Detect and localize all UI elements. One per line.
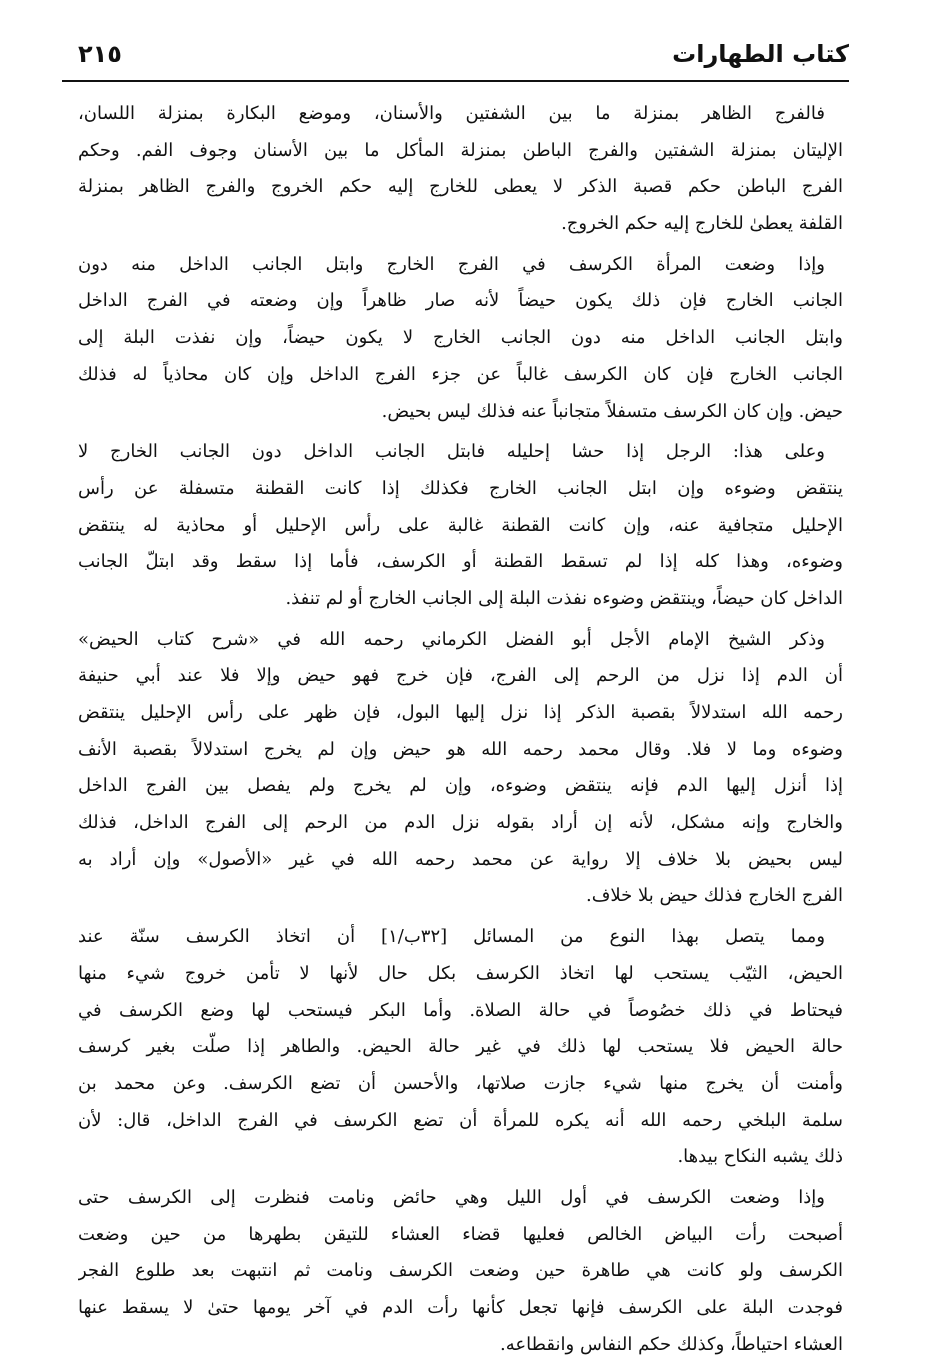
paragraph	[78, 247, 843, 430]
text-line: ليس بحيض بلا خلاف إلا رواية عن محمد رحمه الله في غير «الأصول» وإن أراد به	[78, 848, 843, 870]
text-line: حيض. وإن كان الكرسف متسفلاً متجانباً عنه فذلك ليس بحيض.	[381, 400, 843, 422]
text-line: الجانب الخارج فإن ذلك يكون حيضاً لأنه صار ظاهراً وإن وضعته في الفرج الداخل	[78, 290, 843, 312]
text-line: ينتقض وضوءه وإن ابتل الجانب الخارج فكذلك إذا كانت القطنة متسفلة عن رأس	[78, 477, 843, 499]
text-line: الكرسف ولو كانت هي طاهرة حين وضعت الكرسف ونامت ثم انتبهت بعد طلوع الفجر	[78, 1260, 843, 1282]
running-title: كتاب الطهارات	[672, 40, 849, 68]
text-line: الداخل كان حيضاً، وينتقض وضوءه نفذت البلة إلى الجانب الخارج أو لم تنفذ.	[285, 587, 843, 609]
text-line: الفرج الخارج فذلك حيض بلا خلاف.	[586, 885, 843, 907]
text-line: الجانب الخارج فإن كان الكرسف غالباً عن جزء الفرج الداخل وإن كان محاذياً له فذلك	[78, 363, 843, 385]
text-line: أن الدم إذا نزل من الرحم إلى الفرج، فإن خرج فهو حيض وإلا فلا عند أبي حنيفة	[78, 665, 843, 687]
paragraph	[78, 96, 843, 243]
page-header	[62, 38, 849, 82]
text-line: ذلك يشبه النكاح بيدها.	[677, 1146, 843, 1168]
text-line: وذكر الشيخ الإمام الأجل أبو الفضل الكرماني رحمه الله في «شرح كتاب الحيض»	[78, 628, 825, 650]
text-line: الإحليل متجافية عنه، وإن كانت القطنة غالبة على رأس الإحليل أو محاذية له ينتقض	[78, 514, 843, 536]
text-line: الفرج الباطن حكم قصبة الذكر لا يعطى للخارج إليه حكم الخروج والفرج الظاهر بمنزلة	[78, 176, 843, 198]
paragraph	[78, 919, 843, 1176]
text-line: سلمة البلخي رحمه الله أنه يكره للمرأة أن تضع الكرسف في الفرج الداخل، قال: لأن	[78, 1109, 843, 1131]
paragraph	[78, 434, 843, 617]
text-line: الحيض، الثيّب يستحب لها اتخاذ الكرسف بكل حال لأنها لا تأمن خروج شيء منها	[78, 962, 843, 984]
text-line: وإذا وضعت الكرسف في أول الليل وهي حائض ونامت فنظرت إلى الكرسف حتى	[78, 1186, 825, 1208]
text-line: فيحتاط في ذلك خصُوصاً في حالة الصلاة. وأما البكر فيستحب لها وضع الكرسف في	[78, 999, 843, 1021]
text-line: فوجدت البلة على الكرسف فإنها تجعل كأنها رأت الدم في آخر يومها حتىٰ لا يسقط عنها	[78, 1297, 843, 1318]
paragraph	[78, 1180, 843, 1363]
paragraph	[78, 622, 843, 916]
text-line: القلفة يعطىٰ للخارج إليه حكم الخروج.	[561, 213, 843, 235]
page-number: ٢١٥	[78, 40, 122, 68]
text-line: وعلى هذا: الرجل إذا حشا إحليله فابتل الجانب الداخل دون الجانب الخارج لا	[78, 441, 825, 463]
text-line: والخارج وإنه مشكل، لأنه إن أراد بقوله نزل الدم من الرحم إلى الفرج الداخل، فذلك	[78, 812, 843, 834]
text-line: وابتل الجانب الداخل منه دون الجانب الخارج لا يكون حيضاً، وإن نفذت البلة إلى	[78, 327, 843, 349]
text-line: الإليتان بمنزلة الشفتين والفرج الباطن بمنزلة المأكل ما بين الأسنان وجوف الفم. وحكم	[78, 139, 843, 161]
text-line: رحمه الله استدلالاً بقصبة الذكر إذا نزل إليها البول، فإن ظهر على رأس الإحليل ينتقض	[78, 702, 843, 723]
text-line: العشاء احتياطاً، وكذلك حكم النفاس وانقطاعه.	[500, 1333, 843, 1355]
body-text	[78, 96, 843, 1367]
text-line: حالة الحيض فلا يستحب لها ذلك في غير حالة الحيض. والطاهر إذا صلّت بغير كرسف	[78, 1036, 843, 1058]
text-line: وإذا وضعت المرأة الكرسف في الفرج الخارج وابتل الجانب الداخل منه دون	[78, 253, 825, 275]
text-line: وضوءه، وهذا كله إذا لم تسقط القطنة أو الكرسف، فأما إذا سقط وقد ابتلّ الجانب	[78, 551, 843, 573]
text-line: ومما يتصل بهذا النوع من المسائل [٣٢ب/١] أن اتخاذ الكرسف سنّة عند	[78, 926, 826, 948]
text-line: إذا أنزل إليها الدم فإنه ينتقض وضوءه، وإن لم يخرج ولم يفصل بين الفرج الداخل	[78, 775, 843, 797]
text-line: أصبحت رأت البياض الخالص فعليها قضاء العشاء للتيقن بطهرها من حين وضعت	[78, 1223, 843, 1245]
text-line: وأمنت أن يخرج منها شيء جازت صلاتها، والأحسن أن تضع الكرسف. وعن محمد بن	[78, 1072, 843, 1094]
text-line: فالفرج الظاهر بمنزلة ما بين الشفتين والأسنان، وموضع البكارة بمنزلة اللسان،	[78, 103, 825, 124]
text-line: وضوءه وما لا فلا. وقال محمد رحمه الله هو حيض وإن لم يخرج استدلالاً بقصبة الأنف	[78, 738, 843, 760]
